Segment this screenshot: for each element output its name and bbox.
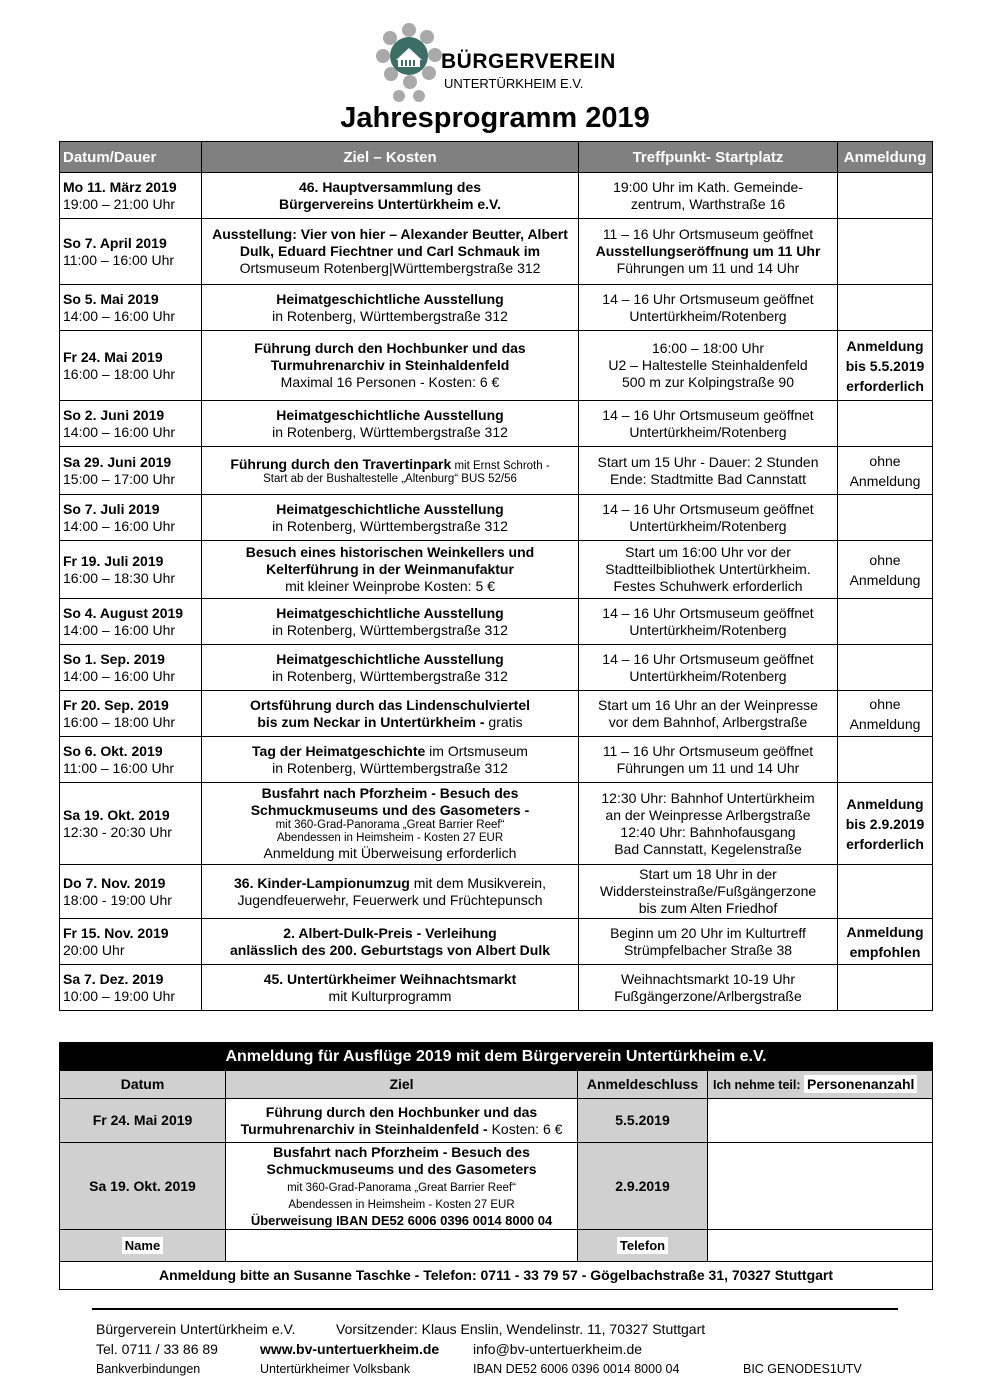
event-goal-cell (202, 401, 579, 447)
event-date: Sa 19. Okt. 2019 (63, 806, 170, 823)
event-registration-cell (838, 919, 933, 965)
event-registration-cell (838, 691, 933, 737)
phone-label: Telefon (617, 1237, 668, 1254)
event-registration-cell (838, 865, 933, 919)
event-registration-cell (838, 783, 933, 865)
name-label-cell (60, 1230, 226, 1262)
footer-website-link[interactable]: www.bv-untertuerkheim.de (260, 1341, 440, 1357)
event-date: So 1. Sep. 2019 (63, 650, 165, 667)
event-goal-cell (202, 691, 579, 737)
table-row (60, 599, 933, 645)
event-goal-line: in Rotenberg, Württembergstraße 312 (272, 307, 508, 324)
event-meeting-line: Beginn um 20 Uhr im Kulturtreff (610, 924, 806, 941)
phone-input-cell[interactable] (708, 1230, 933, 1262)
event-date: Sa 7. Dez. 2019 (63, 970, 164, 987)
signup-date: Fr 24. Mai 2019 (60, 1099, 226, 1143)
event-goal-cell (202, 219, 579, 285)
event-meeting-line: Untertürkheim/Rotenberg (629, 307, 787, 324)
event-goal-line: Führung durch den Hochbunker und das (254, 340, 526, 356)
footer-org: Bürgerverein Untertürkheim e.V. (96, 1321, 296, 1337)
event-meeting-cell (579, 447, 838, 495)
event-date: So 2. Juni 2019 (63, 406, 165, 423)
event-meeting-line: 12:30 Uhr: Bahnhof Untertürkheim (601, 789, 815, 806)
persons-input-cell[interactable] (708, 1099, 933, 1143)
event-meeting-cell (579, 331, 838, 401)
event-goal-cell (202, 173, 579, 219)
signup-contact-row (60, 1230, 933, 1262)
event-goal-line-part: Führung durch den Travertinpark (230, 455, 452, 472)
footer-iban: IBAN DE52 6006 0396 0014 8000 04 (473, 1362, 680, 1376)
event-goal-line: in Rotenberg, Württembergstraße 312 (272, 667, 508, 684)
event-goal-line: in Rotenberg, Württembergstraße 312 (272, 517, 508, 534)
event-registration-text: Anmeldung (846, 795, 924, 812)
table-row (60, 541, 933, 599)
event-goal-line-part: mit Ernst Schroth - (451, 459, 550, 472)
event-date-cell (60, 645, 202, 691)
event-goal-line: mit 360-Grad-Panorama „Great Barrier Reef“ (275, 819, 505, 831)
event-goal-line: Heimatgeschichtliche Ausstellung (276, 290, 504, 307)
table-row (60, 645, 933, 691)
event-date: Sa 29. Juni 2019 (63, 453, 172, 470)
event-goal-cell (202, 541, 579, 599)
event-registration-line (840, 834, 930, 854)
event-goal-line: Heimatgeschichtliche Ausstellung (276, 650, 504, 667)
event-goal-line-part: mit dem Musikverein, (409, 874, 546, 891)
event-meeting-line: Untertürkheim/Rotenberg (629, 621, 787, 638)
signup-goal-line: Turmuhrenarchiv in Steinhaldenfeld - (240, 1120, 488, 1137)
event-goal-cell (202, 645, 579, 691)
event-goal-line: Heimatgeschichtliche Ausstellung (276, 406, 504, 423)
signup-deadline: 5.5.2019 (578, 1099, 708, 1143)
event-goal-line: in Rotenberg, Württembergstraße 312 (272, 759, 508, 776)
event-meeting-line (581, 243, 835, 260)
event-meeting-line: Weihnachtsmarkt 10-19 Uhr (620, 970, 796, 987)
event-goal-line: Ortsführung durch das Lindenschulviertel (249, 696, 531, 713)
event-time: 14:00 – 16:00 Uhr (63, 423, 176, 440)
signup-goal-cost: Kosten: 6 € (487, 1120, 563, 1137)
event-date: Do 7. Nov. 2019 (63, 874, 166, 891)
event-date-cell (60, 285, 202, 331)
signup-goal-line: Schmuckmuseums und des Gasometers (266, 1160, 537, 1177)
event-time: 16:00 – 18:00 Uhr (63, 365, 176, 382)
event-meeting-cell (579, 285, 838, 331)
event-meeting-cell (579, 541, 838, 599)
event-meeting-line: zentrum, Warthstraße 16 (630, 195, 786, 212)
event-time: 14:00 – 16:00 Uhr (63, 307, 176, 324)
event-registration-cell (838, 447, 933, 495)
name-input-cell[interactable] (226, 1230, 578, 1262)
event-goal-cell (202, 783, 579, 865)
event-date: So 7. April 2019 (63, 234, 167, 251)
signup-goal-line: Busfahrt nach Pforzheim - Besuch des (273, 1143, 530, 1160)
event-goal-line-part: Tag der Heimatgeschichte (252, 742, 426, 759)
event-registration-cell (838, 645, 933, 691)
program-table (59, 141, 933, 1011)
event-meeting-line: Start um 18 Uhr in der (639, 866, 777, 882)
event-date-cell (60, 401, 202, 447)
event-date-cell (60, 965, 202, 1011)
event-meeting-line: 14 – 16 Uhr Ortsmuseum geöffnet (602, 650, 814, 667)
event-date: So 7. Juli 2019 (63, 500, 160, 517)
signup-date: Sa 19. Okt. 2019 (60, 1143, 226, 1230)
event-time: 14:00 – 16:00 Uhr (63, 621, 176, 638)
event-goal-line: Bürgervereins Untertürkheim e.V. (278, 195, 501, 212)
event-goal-line: Maximal 16 Personen - Kosten: 6 € (280, 374, 500, 390)
footer-phone: Tel. 0711 / 33 86 89 (96, 1341, 218, 1357)
table-row (60, 219, 933, 285)
event-time: 18:00 - 19:00 Uhr (63, 891, 172, 908)
event-registration-cell (838, 541, 933, 599)
footer-divider (92, 1308, 898, 1310)
event-date-cell (60, 737, 202, 783)
event-goal-cell (202, 495, 579, 541)
event-registration-line (840, 356, 930, 376)
event-goal-line: Kelterführung in der Weinmanufaktur (266, 561, 514, 577)
event-meeting-cell (579, 599, 838, 645)
page-title: Jahresprogramm 2019 (340, 102, 650, 134)
event-meeting-line: bis zum Alten Friedhof (638, 900, 778, 916)
event-registration-cell (838, 401, 933, 447)
event-goal-line-part: im Ortsmuseum (425, 742, 528, 759)
event-meeting-line: Festes Schuhwerk erforderlich (613, 578, 803, 594)
event-meeting-line: 14 – 16 Uhr Ortsmuseum geöffnet (602, 500, 814, 517)
event-meeting-line: 16:00 – 18:00 Uhr (651, 340, 765, 356)
event-registration-line (840, 922, 930, 942)
event-date-cell (60, 865, 202, 919)
table-row (60, 965, 933, 1011)
signup-goal (226, 1099, 578, 1143)
event-time: 14:00 – 16:00 Uhr (63, 517, 176, 534)
event-meeting-line: Start um 16 Uhr an der Weinpresse (598, 696, 818, 713)
event-date-cell (60, 541, 202, 599)
event-date: Fr 24. Mai 2019 (63, 348, 163, 365)
event-meeting-line: Untertürkheim/Rotenberg (629, 517, 787, 534)
event-goal-line: Dulk, Eduard Fiechtner und Carl Schmauk im (239, 243, 541, 259)
event-meeting-cell (579, 919, 838, 965)
event-meeting-line: Untertürkheim/Rotenberg (629, 423, 787, 440)
event-date: Fr 20. Sep. 2019 (63, 696, 169, 713)
event-registration-line: Anmeldung (849, 715, 921, 732)
event-goal-line: 2. Albert-Dulk-Preis - Verleihung (283, 924, 497, 941)
event-date-cell (60, 783, 202, 865)
table-row (60, 495, 933, 541)
logo-icon (374, 22, 444, 106)
event-goal-line: Heimatgeschichtliche Ausstellung (276, 500, 504, 517)
event-registration-cell (838, 599, 933, 645)
event-goal-line (204, 875, 576, 892)
event-registration-line (840, 794, 930, 814)
event-date-cell (60, 219, 202, 285)
event-registration-text: bis 2.9.2019 (845, 815, 925, 832)
org-name: BÜRGERVEREIN (441, 50, 616, 73)
signup-col-goal: Ziel (226, 1071, 578, 1099)
event-registration-line: Anmeldung (849, 571, 921, 588)
event-goal-line-part: bis zum Neckar in Untertürkheim - (257, 713, 485, 730)
footer-email-link[interactable]: info@bv-untertuerkheim.de (473, 1341, 643, 1357)
event-date-cell (60, 599, 202, 645)
event-goal-line: in Rotenberg, Württembergstraße 312 (272, 423, 508, 440)
event-goal-line-part: gratis (484, 713, 523, 730)
participate-label: Ich nehme teil: (713, 1077, 801, 1092)
phone-label-cell (578, 1230, 708, 1262)
event-meeting-cell (579, 965, 838, 1011)
signup-goal-line: Abendessen in Heimsheim - Kosten 27 EUR (288, 1198, 515, 1211)
name-label: Name (122, 1237, 163, 1254)
event-goal-cell (202, 599, 579, 645)
event-goal-line: Busfahrt nach Pforzheim - Besuch des (261, 785, 519, 801)
event-goal-cell (202, 865, 579, 919)
event-registration-text: erforderlich (846, 377, 924, 394)
event-registration-cell (838, 285, 933, 331)
event-registration-cell (838, 495, 933, 541)
event-goal-line: Turmuhrenarchiv in Steinhaldenfeld (270, 357, 510, 373)
col-registration-header: Anmeldung (838, 142, 933, 173)
event-meeting-line: Strümpfelbacher Straße 38 (623, 941, 793, 958)
signup-col-deadline: Anmeldeschluss (578, 1071, 708, 1099)
event-goal-line: Anmeldung mit Überweisung erforderlich (263, 845, 517, 861)
table-row (60, 737, 933, 783)
event-date-cell (60, 495, 202, 541)
event-meeting-line: Führungen um 11 und 14 Uhr (616, 260, 800, 276)
table-row (60, 285, 933, 331)
event-date: Mo 11. März 2019 (63, 178, 177, 195)
event-date-cell (60, 331, 202, 401)
table-row (60, 173, 933, 219)
event-time: 11:00 – 16:00 Uhr (63, 251, 175, 268)
table-row (60, 401, 933, 447)
event-date: So 5. Mai 2019 (63, 290, 159, 307)
event-goal-cell (202, 919, 579, 965)
event-goal-line (204, 456, 576, 473)
persons-input-cell[interactable] (708, 1143, 933, 1230)
event-registration-text: Anmeldung (846, 923, 924, 940)
event-meeting-cell (579, 645, 838, 691)
event-goal-line (204, 743, 576, 760)
event-registration-cell (838, 331, 933, 401)
event-goal-line: Jugendfeuerwehr, Feuerwerk und Früchtepunsch (237, 891, 543, 908)
col-goal-header: Ziel – Kosten (202, 142, 579, 173)
event-date: So 4. August 2019 (63, 604, 184, 621)
event-goal-line: 45. Untertürkheimer Weihnachtsmarkt (263, 970, 517, 987)
event-goal-line: Abendessen in Heimsheim - Kosten 27 EUR (276, 832, 504, 844)
event-registration-line: ohne (869, 452, 901, 469)
event-time: 20:00 Uhr (63, 941, 125, 958)
footer-bank-label: Bankverbindungen (96, 1362, 201, 1376)
event-meeting-line: 500 m zur Kolpingstraße 90 (622, 374, 794, 390)
event-date-cell (60, 691, 202, 737)
event-meeting-line: 14 – 16 Uhr Ortsmuseum geöffnet (602, 604, 814, 621)
event-meeting-line: Fußgängerzone/Arlbergstraße (614, 987, 802, 1004)
event-goal-line: in Rotenberg, Württembergstraße 312 (272, 621, 508, 638)
event-registration-line (840, 376, 930, 396)
table-row (60, 331, 933, 401)
event-meeting-line: Start um 15 Uhr - Dauer: 2 Stunden (597, 453, 819, 470)
event-time: 11:00 – 16:00 Uhr (63, 759, 175, 776)
event-registration-line: Anmeldung (849, 472, 921, 489)
event-time: 14:00 – 16:00 Uhr (63, 667, 176, 684)
event-date-cell (60, 173, 202, 219)
event-time: 15:00 – 17:00 Uhr (63, 470, 176, 487)
event-meeting-line: vor dem Bahnhof, Arlbergstraße (608, 713, 808, 730)
signup-row (60, 1143, 933, 1230)
event-meeting-line: Widdersteinstraße/Fußgängerzone (599, 883, 817, 899)
event-meeting-line: Stadtteilbibliothek Untertürkheim. (605, 561, 811, 577)
event-goal-line: 46. Hauptversammlung des (298, 178, 482, 195)
event-meeting-cell (579, 495, 838, 541)
event-meeting-cell (579, 737, 838, 783)
event-registration-line: ohne (869, 695, 901, 712)
event-meeting-cell (579, 219, 838, 285)
event-date: Fr 19. Juli 2019 (63, 552, 164, 569)
event-meeting-line: 19:00 Uhr im Kath. Gemeinde- (613, 178, 803, 195)
event-goal-line-part: 36. Kinder-Lampionumzug (234, 874, 410, 891)
event-goal-line: Schmuckmuseums und des Gasometers - (250, 802, 530, 818)
event-date: So 6. Okt. 2019 (63, 742, 163, 759)
event-meeting-cell (579, 401, 838, 447)
event-meeting-line: Ende: Stadtmitte Bad Cannstatt (609, 470, 807, 487)
event-time: 12:30 - 20:30 Uhr (63, 823, 172, 840)
event-meeting-cell (579, 691, 838, 737)
event-meeting-line: 14 – 16 Uhr Ortsmuseum geöffnet (602, 290, 814, 307)
event-meeting-line: Bad Cannstatt, Kegelenstraße (614, 840, 802, 857)
event-registration-line (840, 942, 930, 962)
signup-header-row (60, 1071, 933, 1099)
event-time: 16:00 – 18:30 Uhr (63, 569, 176, 586)
event-registration-text: bis 5.5.2019 (845, 357, 925, 374)
event-goal-line (204, 714, 576, 731)
event-registration-cell (838, 173, 933, 219)
event-meeting-cell (579, 783, 838, 865)
event-registration-line: ohne (869, 551, 901, 568)
event-registration-text: Anmeldung (846, 337, 924, 354)
event-date-cell (60, 447, 202, 495)
event-meeting-line: Führungen um 11 und 14 Uhr (616, 759, 800, 776)
event-goal-line: Start ab der Bushaltestelle „Altenburg“ BUS 52/56 (263, 472, 517, 485)
event-meeting-line: Start um 16:00 Uhr vor der (625, 544, 791, 560)
event-meeting-line: 14 – 16 Uhr Ortsmuseum geöffnet (602, 406, 814, 423)
signup-contact-info: Anmeldung bitte an Susanne Taschke - Telefon: 0711 - 33 79 57 - Gögelbachstraße 31, 70327 Stuttgart (60, 1262, 933, 1290)
signup-col-date: Datum (60, 1071, 226, 1099)
program-header-row (60, 142, 933, 173)
event-registration-cell (838, 219, 933, 285)
signup-goal (226, 1143, 578, 1230)
event-goal-line: Ortsmuseum Rotenberg|Württembergstraße 312 (239, 260, 541, 276)
event-date-cell (60, 919, 202, 965)
event-meeting-line: 11 – 16 Uhr Ortsmuseum geöffnet (602, 742, 814, 759)
event-time: 10:00 – 19:00 Uhr (63, 987, 176, 1004)
event-registration-text: erforderlich (846, 835, 924, 852)
event-meeting-line: an der Weinpresse Arlbergstraße (605, 806, 811, 823)
event-goal-line: mit kleiner Weinprobe Kosten: 5 € (285, 578, 495, 594)
event-goal-line: Besuch eines historischen Weinkellers und (245, 544, 535, 560)
event-meeting-line: U2 – Haltestelle Steinhaldenfeld (608, 357, 808, 373)
event-meeting-cell (579, 865, 838, 919)
footer-bic: BIC GENODES1UTV (743, 1362, 862, 1376)
event-goal-cell (202, 331, 579, 401)
event-time: 19:00 – 21:00 Uhr (63, 195, 176, 212)
event-registration-cell (838, 737, 933, 783)
event-meeting-line: 11 – 16 Uhr Ortsmuseum geöffnet (602, 226, 814, 242)
signup-col-participate (708, 1071, 933, 1099)
event-registration-line (840, 814, 930, 834)
col-meeting-header: Treffpunkt- Startplatz (579, 142, 838, 173)
event-meeting-cell (579, 173, 838, 219)
footer-bank-name: Untertürkheimer Volksbank (260, 1362, 411, 1376)
event-goal-cell (202, 447, 579, 495)
signup-goal-line: mit 360-Grad-Panorama „Great Barrier Reef“ (287, 1181, 516, 1194)
event-goal-line: Ausstellung: Vier von hier – Alexander Beutter, Albert (212, 226, 568, 242)
event-date: Fr 15. Nov. 2019 (63, 924, 169, 941)
signup-banner: Anmeldung für Ausflüge 2019 mit dem Bürgerverein Untertürkheim e.V. (60, 1043, 933, 1071)
signup-deadline: 2.9.2019 (578, 1143, 708, 1230)
signup-table (59, 1042, 933, 1290)
event-goal-line: mit Kulturprogramm (328, 987, 452, 1004)
event-goal-cell (202, 285, 579, 331)
event-goal-cell (202, 737, 579, 783)
event-registration-cell (838, 965, 933, 1011)
footer-chair: Vorsitzender: Klaus Enslin, Wendelinstr. 11, 70327 Stuttgart (336, 1321, 706, 1337)
org-subtitle: UNTERTÜRKHEIM E.V. (444, 76, 584, 91)
event-meeting-line: Untertürkheim/Rotenberg (629, 667, 787, 684)
event-time: 16:00 – 18:00 Uhr (63, 713, 176, 730)
signup-row (60, 1099, 933, 1143)
event-goal-line: anlässlich des 200. Geburtstags von Albert Dulk (229, 941, 551, 958)
table-row (60, 919, 933, 965)
signup-goal-line: Überweisung IBAN DE52 6006 0396 0014 8000 04 (250, 1212, 553, 1228)
table-row (60, 691, 933, 737)
event-meeting-bold: Ausstellungseröffnung um 11 Uhr (595, 243, 821, 259)
table-row (60, 865, 933, 919)
event-goal-cell (202, 965, 579, 1011)
event-registration-line (840, 336, 930, 356)
event-registration-text: empfohlen (849, 943, 921, 960)
table-row (60, 447, 933, 495)
col-date-header: Datum/Dauer (60, 142, 202, 173)
persons-label: Personenanzahl (804, 1075, 917, 1093)
signup-goal-line: Führung durch den Hochbunker und das (265, 1103, 538, 1120)
event-goal-line: Heimatgeschichtliche Ausstellung (276, 604, 504, 621)
table-row (60, 783, 933, 865)
event-meeting-line: 12:40 Uhr: Bahnhofausgang (620, 823, 796, 840)
